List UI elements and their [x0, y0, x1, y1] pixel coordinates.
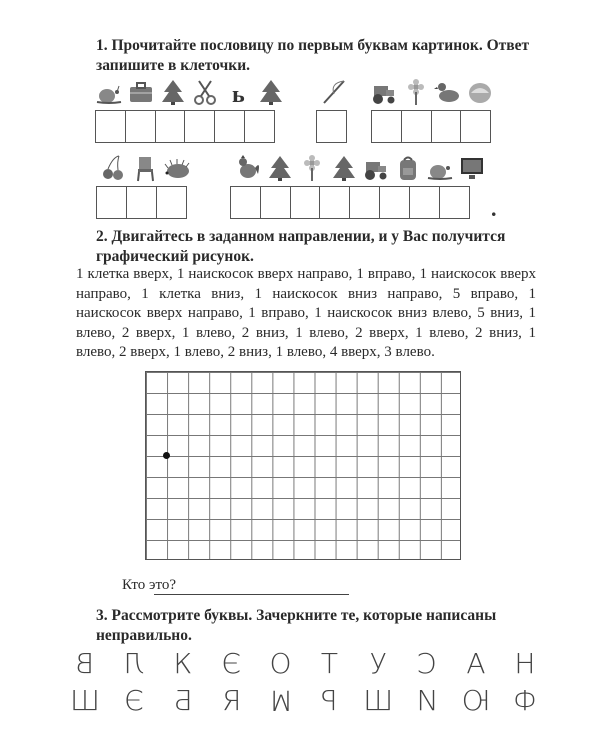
answer-cell[interactable] [371, 110, 402, 143]
fir-tree-icon [264, 152, 296, 184]
needle-icon [318, 76, 350, 108]
hedgehog-icon [161, 152, 193, 184]
answer-cell[interactable] [244, 110, 275, 143]
letter[interactable]: Л [123, 647, 145, 680]
answer-cell[interactable] [126, 186, 157, 219]
letter[interactable]: Т [320, 647, 338, 680]
picture-row-1a [93, 76, 221, 108]
letter[interactable]: Ш [70, 684, 100, 717]
answer-cell[interactable] [379, 186, 410, 219]
picture-row-1b [255, 76, 287, 108]
drawing-grid[interactable] [145, 371, 461, 560]
picture-row-2a [97, 152, 193, 184]
answer-cell[interactable] [230, 186, 261, 219]
letter[interactable]: Р [320, 684, 338, 717]
answer-cell[interactable] [431, 110, 462, 143]
scissors-icon [189, 76, 221, 108]
letters-row-1 [70, 647, 540, 680]
rooster-icon [232, 152, 264, 184]
answer-cell[interactable] [184, 110, 215, 143]
letter[interactable]: М [268, 684, 293, 717]
answer-cells-1b [316, 110, 346, 143]
who-is-it-label: Кто это? [122, 577, 176, 593]
flower-icon [400, 76, 432, 108]
answer-cell[interactable] [401, 110, 432, 143]
answer-cell[interactable] [260, 186, 291, 219]
answer-cell[interactable] [409, 186, 440, 219]
answer-cells-2b [230, 186, 469, 219]
answer-cell[interactable] [155, 110, 186, 143]
monitor-icon [456, 152, 488, 184]
suitcase-icon [125, 76, 157, 108]
fir-tree-icon [255, 76, 287, 108]
letter[interactable]: Э [221, 647, 242, 680]
letter[interactable]: Я [221, 684, 242, 717]
who-is-it-answer-line[interactable] [154, 594, 349, 595]
picture-row-2b [232, 152, 488, 184]
duck-icon [432, 76, 464, 108]
answer-cell[interactable] [156, 186, 187, 219]
letter[interactable]: А [466, 647, 486, 680]
letter[interactable]: О [269, 647, 292, 680]
letter[interactable]: С [417, 647, 437, 680]
backpack-icon [392, 152, 424, 184]
cherry-icon [97, 152, 129, 184]
answer-cell[interactable] [319, 186, 350, 219]
answer-cell[interactable] [96, 186, 127, 219]
answer-cells-1a [95, 110, 274, 143]
letter[interactable]: Ю [461, 684, 491, 717]
picture-row-1d [368, 76, 496, 108]
answer-cell[interactable] [460, 110, 491, 143]
chair-icon [129, 152, 161, 184]
answer-cell[interactable] [95, 110, 126, 143]
start-point [163, 452, 170, 459]
letter[interactable]: В [75, 647, 95, 680]
task1-title: 1. Прочитайте пословицу по первым буквам картинок. Ответ запишите в клеточки. [96, 37, 530, 74]
letter[interactable]: Б [173, 684, 193, 717]
letters-row-2 [70, 684, 540, 717]
flower-icon [296, 152, 328, 184]
tractor-icon [360, 152, 392, 184]
answer-cells-2a [96, 186, 185, 219]
snail-icon [424, 152, 456, 184]
soft-sign-letter: ь [232, 82, 245, 108]
answer-cell[interactable] [439, 186, 470, 219]
task2-instructions: 1 клетка вверх, 1 наискосок вверх направо, 1 вправо, 1 наискосок вверх направо, 1 клетка вниз, 1 наискосок вниз направо, 5 вправо, 1 наискосок вверх направо, 1 вправо, 1 наискосок вниз влево, 5 вниз, 1 влево, 2 вверх, 1 влево, 2 вниз, 1 влево, 2 вверх, 1 влево, 2 вниз, 1 влево, 2 вверх, 1 влево, 2 вниз, 1 влево, 4 вверх, 3 влево. [76, 266, 536, 360]
letter[interactable]: Н [514, 647, 536, 680]
fir-tree-icon [157, 76, 189, 108]
letter[interactable]: Ш [363, 684, 394, 717]
answer-cell[interactable] [214, 110, 245, 143]
letter[interactable]: Ф [512, 684, 537, 717]
melon-icon [464, 76, 496, 108]
letter[interactable]: К [173, 647, 193, 680]
answer-cells-1c [371, 110, 490, 143]
letter[interactable]: Є [124, 684, 144, 717]
letter[interactable]: У [369, 647, 387, 680]
task2-title: 2. Двигайтесь в заданном направлении, и у Вас получится графический рисунок. [96, 228, 506, 265]
answer-cell[interactable] [290, 186, 321, 219]
snail-icon [93, 76, 125, 108]
picture-row-1c [318, 76, 350, 108]
answer-cell[interactable] [125, 110, 156, 143]
fir-tree-icon [328, 152, 360, 184]
task3-title: 3. Рассмотрите буквы. Зачеркните те, которые написаны неправильно. [96, 607, 497, 644]
answer-cell[interactable] [349, 186, 380, 219]
tractor-icon [368, 76, 400, 108]
answer-cell[interactable] [316, 110, 347, 143]
sentence-end-dot: . [491, 196, 497, 221]
letter[interactable]: И [416, 684, 438, 717]
